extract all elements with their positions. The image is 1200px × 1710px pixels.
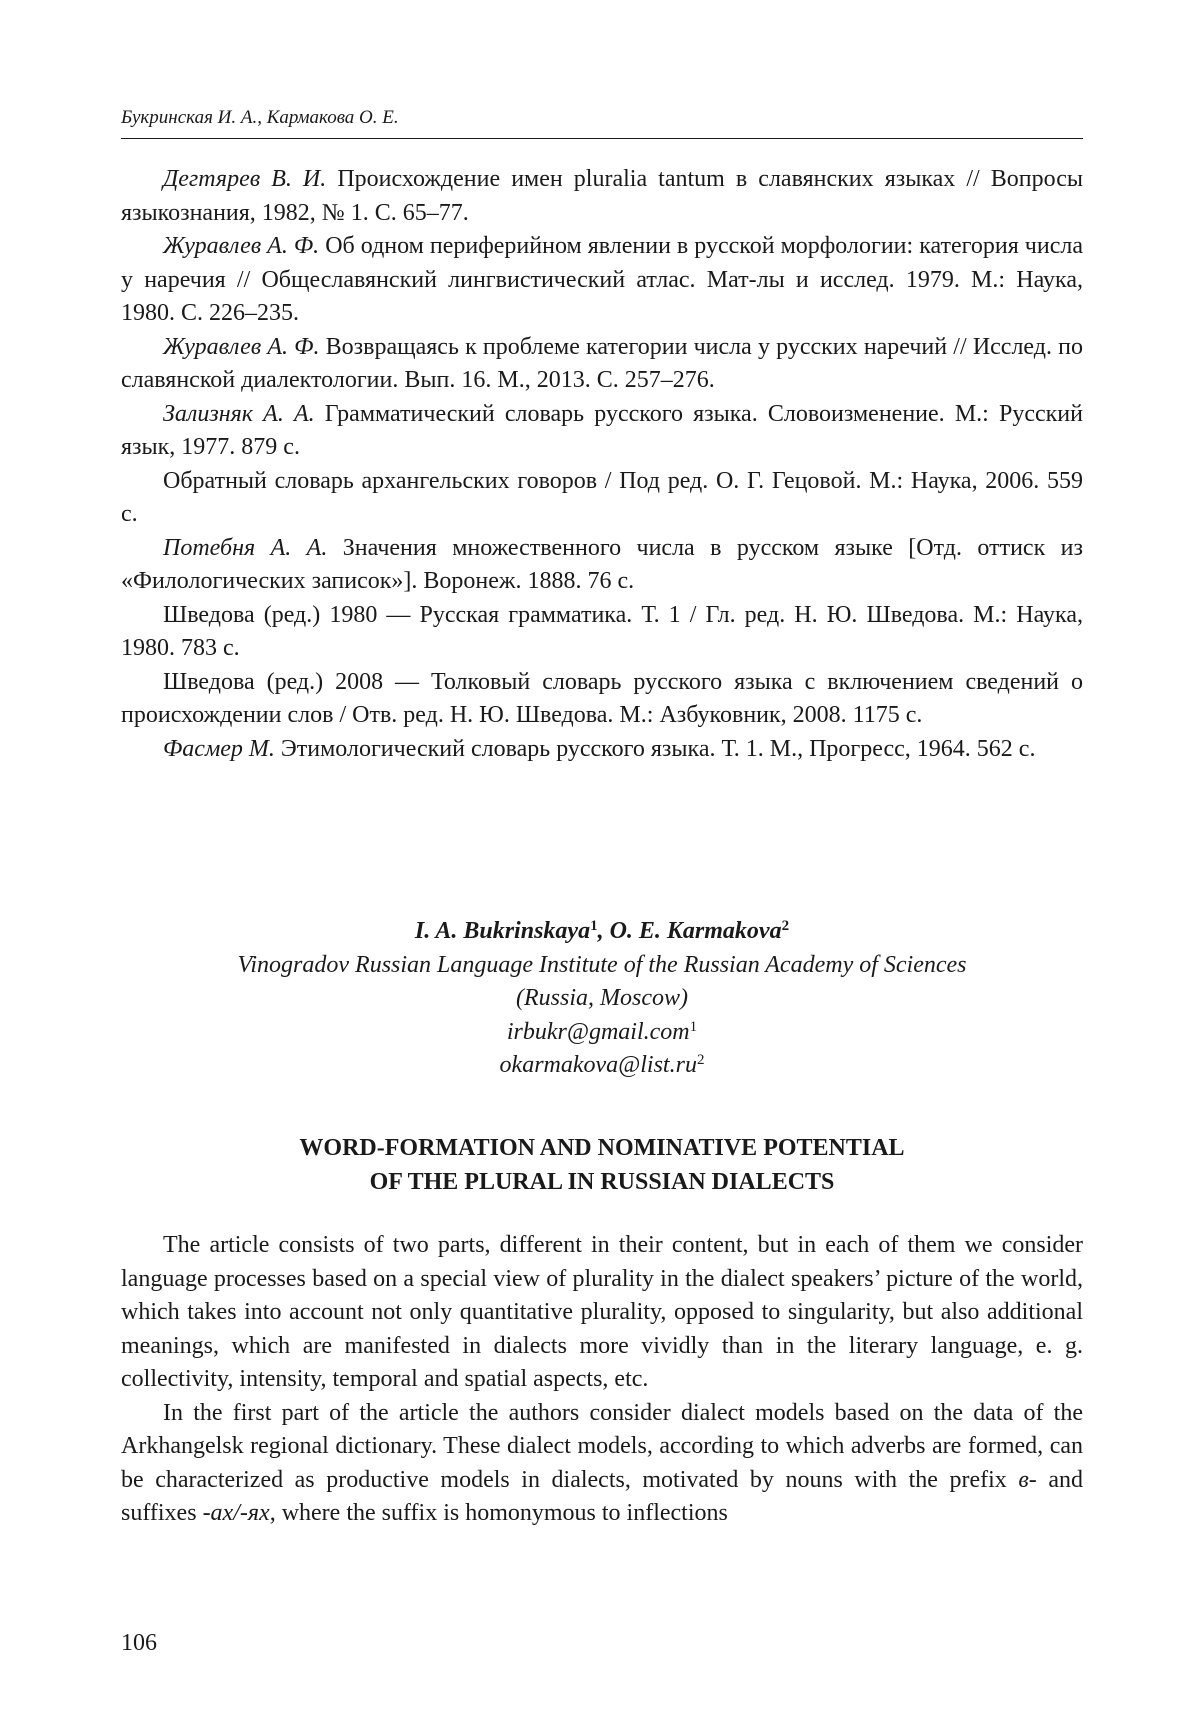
author-1-name: I. A. Bukrinskaya xyxy=(414,918,591,944)
reference-text: Этимологический словарь русского языка. Т. 1. М., Прогресс, 1964. 562 с. xyxy=(274,735,1036,762)
reference-author: Фасмер М. xyxy=(163,735,275,762)
abstract-text: , where the suffix is homonymous to inflections xyxy=(269,1500,728,1526)
email-2 xyxy=(121,1049,1083,1083)
institute: Vinogradov Russian Language Institute of the Russian Academy of Sciences xyxy=(237,951,967,978)
email-2-address: okarmakova@list.ru xyxy=(499,1052,697,1078)
reference-text: Грамматический словарь русского языка. Словоизменение. М.: Русский язык, 1977. 879 с. xyxy=(121,400,1083,460)
email-1 xyxy=(121,1016,1083,1050)
author-block xyxy=(121,915,1083,1083)
reference-entry xyxy=(121,398,1083,465)
reference-text: Об одном периферийном явлении в русской морфологии: категория числа у наречия // Общеславянский лингвистический атлас. Мат-лы и исслед. 1979. М.: Наука, 1980. С. 226–235. xyxy=(121,233,1084,326)
abstract xyxy=(121,1229,1083,1531)
reference-list xyxy=(121,163,1083,766)
reference-author: Потебня А. А. xyxy=(163,534,328,561)
reference-author: Зализняк А. А. xyxy=(163,400,315,427)
reference-author: Дегтярев В. И. xyxy=(163,166,327,192)
author-2-name: O. E. Karmakova xyxy=(609,918,782,944)
page-number: 106 xyxy=(121,1630,157,1656)
article-title-line-2: OF THE PLURAL IN RUSSIAN DIALECTS xyxy=(369,1168,835,1195)
reference-entry xyxy=(121,331,1083,398)
reference-text: Происхождение имен pluralia tantum в славянских языках // Вопросы языкознания, 1982, № 1. С. 65–77. xyxy=(121,166,1084,226)
abstract-paragraph-2 xyxy=(121,1397,1083,1531)
suffix-example: -ах/-ях xyxy=(202,1500,270,1526)
abstract-text: and suffixes xyxy=(121,1466,1083,1526)
author-2-affiliation-mark: 2 xyxy=(781,918,790,934)
abstract-paragraph-1: The article consists of two parts, different in their content, but in each of them we consider language processes based on a special view of plurality in the dialect speakers’ picture of the world, which takes into account not only quantitative plurality, opposed to singularity, but also additional meanings, which are manifested in dialects more vividly than in the literary language, e. g. collectivity, intensity, temporal and spatial aspects, etc. xyxy=(121,1232,1083,1392)
reference-text: Шведова (ред.) 2008 — Толковый словарь русского языка с включением сведений о происхождении слов / Отв. ред. Н. Ю. Шведова. М.: Азбуковник, 2008. 1175 с. xyxy=(121,668,1083,728)
reference-entry xyxy=(121,230,1083,331)
reference-entry xyxy=(121,163,1083,230)
reference-entry xyxy=(121,733,1083,767)
reference-text: Шведова (ред.) 1980 — Русская грамматика. Т. 1 / Гл. ред. Н. Ю. Шведова. М.: Наука, 1980. 783 с. xyxy=(121,601,1083,661)
reference-text: Обратный словарь архангельских говоров / Под ред. О. Г. Гецовой. М.: Наука, 2006. 559 с. xyxy=(121,467,1083,527)
location: (Russia, Moscow) xyxy=(516,985,688,1011)
email-2-mark: 2 xyxy=(696,1052,705,1068)
reference-entry xyxy=(121,465,1083,532)
reference-entry xyxy=(121,599,1083,666)
article-title xyxy=(121,1132,1083,1199)
article-title-line-1: WORD-FORMATION AND NOMINATIVE POTENTIAL xyxy=(299,1135,905,1161)
reference-author: Журавлев А. Ф. xyxy=(163,233,320,259)
email-1-address: irbukr@gmail.com xyxy=(506,1018,690,1045)
author-names xyxy=(121,915,1083,949)
reference-author: Журавлев А. Ф. xyxy=(163,333,320,360)
running-head: Букринская И. А., Кармакова О. Е. xyxy=(121,106,1083,139)
abstract-text: In the first part of the article the authors consider dialect models based on the data of the Arkhangelsk regional dictionary. These dialect models, according to which adverbs are formed, can be characterized as productive models in dialects, motivated by nouns with the prefix xyxy=(121,1399,1083,1493)
author-1-affiliation-mark: 1 xyxy=(590,918,598,934)
reference-entry xyxy=(121,532,1083,599)
reference-text: Значения множественного числа в русском языке [Отд. оттиск из «Филологических записок»]. Воронеж. 1888. 76 с. xyxy=(121,534,1083,594)
prefix-example: в- xyxy=(1018,1466,1037,1493)
reference-entry xyxy=(121,666,1083,733)
author-separator: , xyxy=(597,918,610,944)
email-1-mark: 1 xyxy=(689,1018,698,1035)
reference-text: Возвращаясь к проблеме категории числа у русских наречий // Исслед. по славянской диалектологии. Вып. 16. М., 2013. С. 257–276. xyxy=(121,333,1083,393)
